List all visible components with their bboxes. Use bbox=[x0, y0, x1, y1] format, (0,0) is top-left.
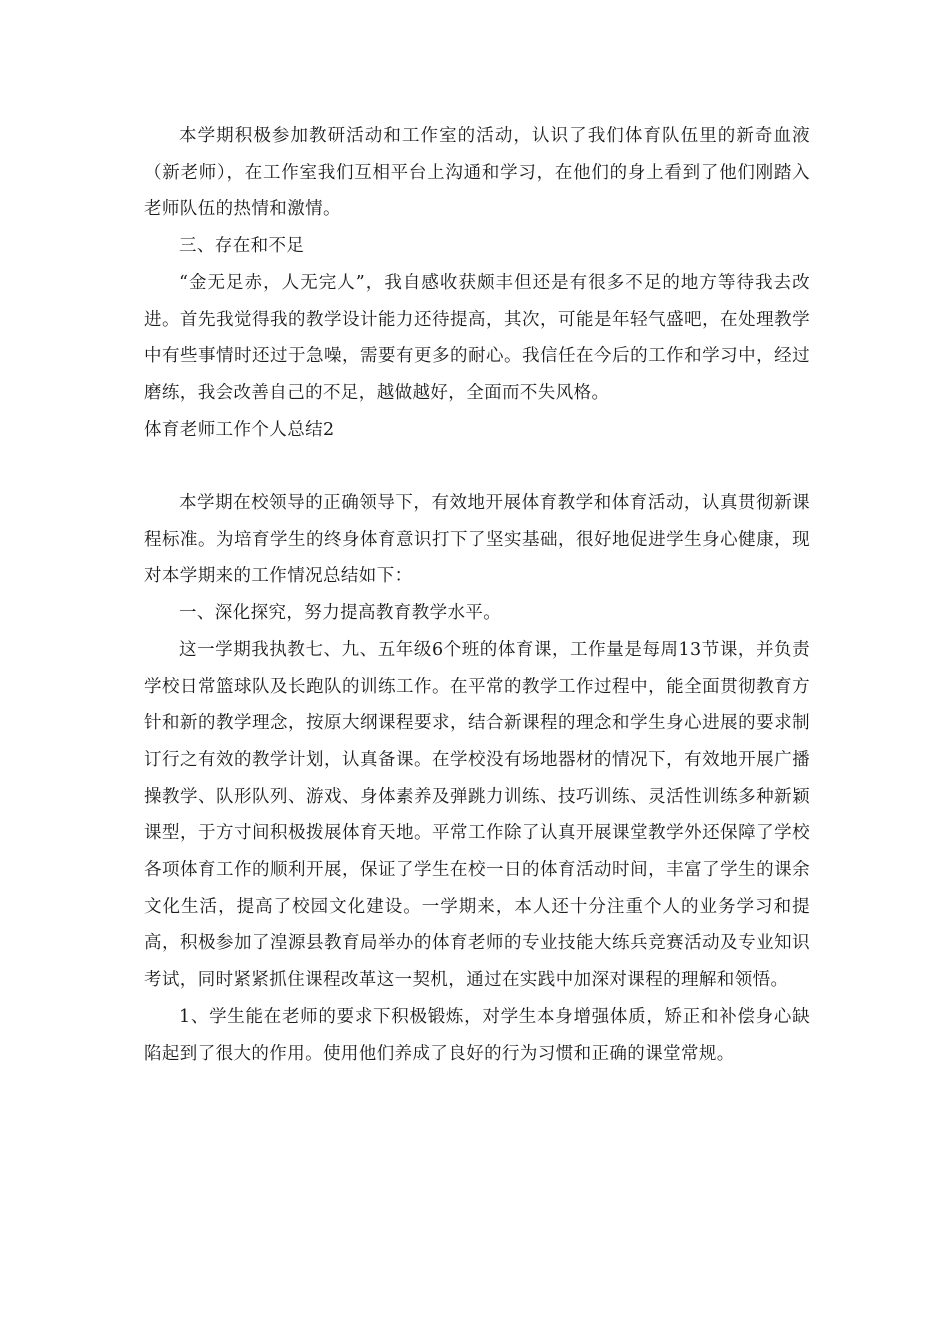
blank-line bbox=[144, 448, 810, 485]
document-title-summary-2: 体育老师工作个人总结2 bbox=[144, 419, 335, 440]
paragraph-teaching-work: 这一学期我执教七、九、五年级6个班的体育课，工作量是每周13节课，并负责学校日常篮球队及长跑队的训练工作。在平常的教学工作过程中，能全面贯彻教育方针和新的教学理念，按原大纲课程要求，结合新课程的理念和学生身心进展的要求制订行之有效的教学计划，认真备课。在学校没有场地器材的情况下，有效地开展广播操教学、队形队列、游戏、身体素养及弹跳力训练、技巧训练、灵活性训练多种新颖课型，于方寸间积极拨展体育天地。平常工作除了认真开展课堂教学外还保障了学校各项体育工作的顺利开展，保证了学生在校一日的体育活动时间，丰富了学生的课余文化生活，提高了校园文化建设。一学期来，本人还十分注重个人的业务学习和提高，积极参加了湟源县教育局举办的体育老师的专业技能大练兵竞赛活动及专业知识考试，同时紧紧抓住课程改革这一契机，通过在实践中加深对课程的理解和领悟。 bbox=[144, 639, 810, 991]
paragraph-shortcomings: “金无足赤，人无完人”，我自感收获颇丰但还是有很多不足的地方等待我去改进。首先我觉得我的教学设计能力还待提高，其次，可能是年轻气盛吧，在处理教学中有些事情时还过于急噪，需要有更多的耐心。我信任在今后的工作和学习中，经过磨练，我会改善自己的不足，越做越好，全面而不失风格。 bbox=[144, 272, 810, 403]
section-heading-shortcomings: 三、存在和不足 bbox=[179, 236, 305, 257]
section-heading-deepen-inquiry: 一、深化探究，努力提高教育教学水平。 bbox=[179, 603, 502, 624]
document-body bbox=[144, 118, 810, 1072]
paragraph-introduction: 本学期在校领导的正确领导下，有效地开展体育教学和体育活动，认真贯彻新课程标准。为培育学生的终身体育意识打下了坚实基础，很好地促进学生身心健康，现对本学期来的工作情况总结如下： bbox=[144, 493, 810, 587]
paragraph-teaching-research: 本学期积极参加教研活动和工作室的活动，认识了我们体育队伍里的新奇血液（新老师），在工作室我们互相平台上沟通和学习，在他们的身上看到了他们刚踏入老师队伍的热情和激情。 bbox=[144, 126, 810, 220]
paragraph-point-1: 1、学生能在老师的要求下积极锻炼，对学生本身增强体质，矫正和补偿身心缺陷起到了很大的作用。使用他们养成了良好的行为习惯和正确的课堂常规。 bbox=[144, 1006, 810, 1064]
